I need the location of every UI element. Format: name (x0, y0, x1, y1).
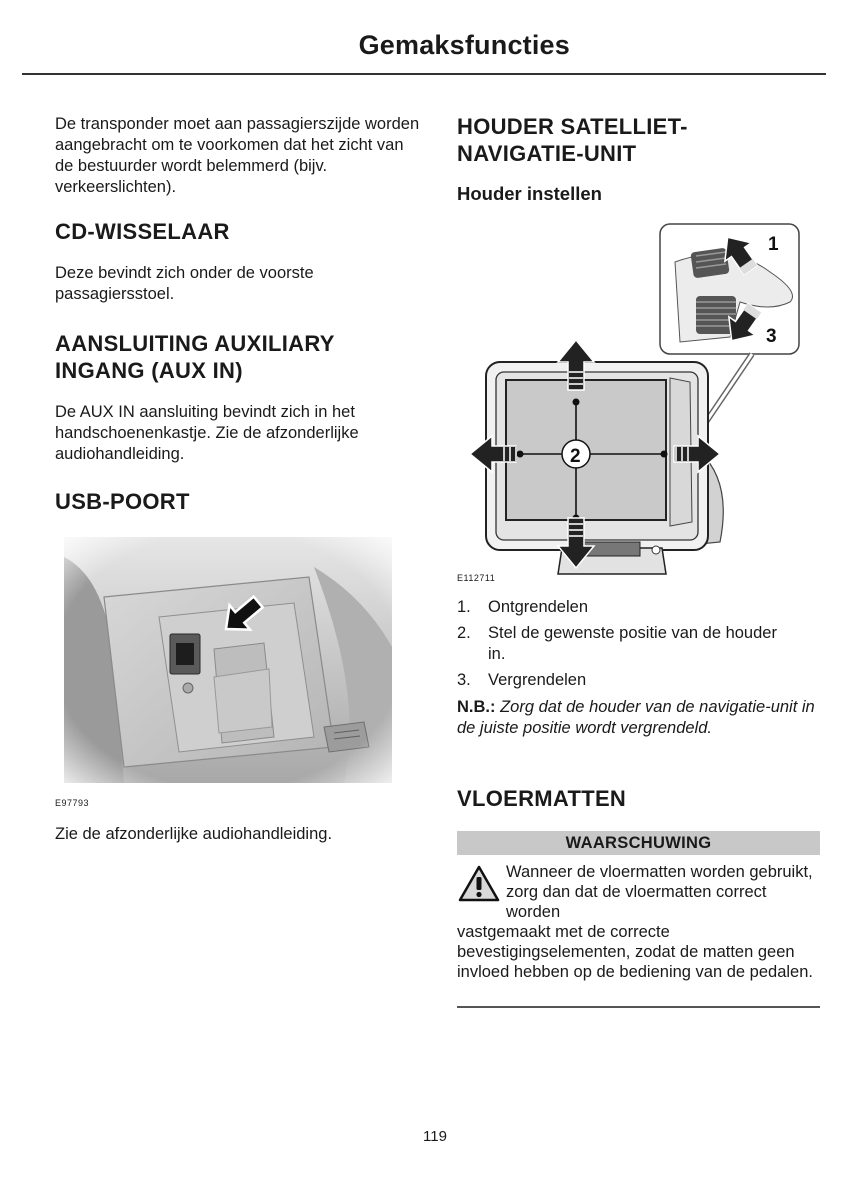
callout-1: 1 (768, 234, 779, 255)
callout-3: 3 (766, 326, 777, 347)
callout-2: 2 (570, 446, 581, 467)
note-paragraph (457, 697, 821, 739)
instruction-steps (457, 597, 821, 696)
note-text: Zorg dat de houder van de navigatie-unit in de juiste positie wordt vergrendeld. (457, 698, 815, 737)
page-number: 119 (423, 1128, 447, 1145)
header-divider (22, 73, 826, 75)
floor-mats-heading: VLOERMATTEN (457, 786, 627, 811)
note-label: N.B.: (457, 698, 496, 716)
warning-text-rest: vastgemaakt met de correcte bevestigingselementen, zodat de matten geen invloed hebben op de bediening van de pedalen. (457, 923, 813, 981)
warning-triangle-icon (457, 864, 501, 904)
cd-changer-heading: CD-WISSELAAR (55, 219, 230, 244)
usb-figure-code: E97793 (55, 798, 90, 808)
transponder-paragraph: De transponder moet aan passagierszijde worden aangebracht om te voorkomen dat het zicht van de bestuurder wordt belemmerd (bijv. verkeerslichten). (55, 115, 420, 196)
step-item: 3. Vergrendelen (457, 671, 587, 689)
nav-figure-code: E112711 (457, 573, 496, 583)
aux-in-heading: AANSLUITING AUXILIARY INGANG (AUX IN) (55, 331, 335, 383)
nav-holder-illustration (470, 222, 810, 584)
nav-holder-heading: HOUDER SATELLIET-NAVIGATIE-UNIT (457, 114, 688, 166)
warning-text-first: Wanneer de vloermatten worden gebruikt, zorg dan dat de vloermatten correct worden (506, 863, 813, 921)
usb-port-illustration (64, 537, 392, 783)
usb-caption: Zie de afzonderlijke audiohandleiding. (55, 825, 333, 843)
cd-changer-paragraph: Deze bevindt zich onder de voorste passagiersstoel. (55, 264, 314, 303)
step-item: 1. Ontgrendelen (457, 598, 588, 616)
aux-in-paragraph: De AUX IN aansluiting bevindt zich in het handschoenenkastje. Zie de afzonderlijke audiohandleiding. (55, 403, 359, 463)
usb-port-heading: USB-POORT (55, 489, 190, 514)
step-item: 2. Stel de gewenste positie van de houder in. (457, 624, 777, 663)
page-title: Gemaksfuncties (358, 30, 570, 60)
warning-bottom-rule (457, 1006, 820, 1008)
warning-banner: WAARSCHUWING (457, 831, 820, 855)
nav-holder-subheading: Houder instellen (457, 183, 602, 204)
